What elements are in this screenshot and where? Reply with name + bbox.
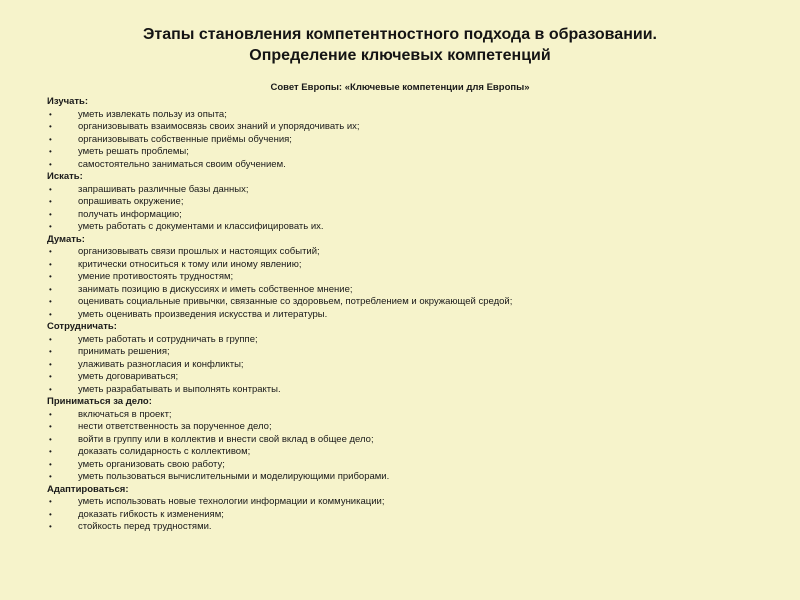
bullet-icon: • bbox=[49, 472, 52, 481]
list-item-text: опрашивать окружение; bbox=[78, 196, 184, 207]
section-heading: Искать: bbox=[47, 171, 83, 182]
bullet-icon: • bbox=[49, 347, 52, 356]
list-item bbox=[47, 359, 767, 372]
list-item bbox=[47, 121, 767, 134]
bullet-icon: • bbox=[49, 334, 52, 344]
bullet-icon: • bbox=[49, 147, 52, 156]
bullet-icon: • bbox=[49, 247, 52, 256]
list-item bbox=[47, 159, 767, 172]
list-item-text: получать информацию; bbox=[78, 208, 182, 220]
list-item bbox=[47, 521, 767, 534]
bullet-icon: • bbox=[49, 184, 52, 194]
list-item-text: уметь договариваться; bbox=[78, 371, 179, 382]
section-heading: Приниматься за дело: bbox=[47, 396, 152, 407]
list-item-text: уметь решать проблемы; bbox=[78, 146, 189, 157]
list-item bbox=[47, 271, 767, 284]
list-item-text: оценивать социальные привычки, связанные со здоровьем, потреблением и окружающей средой; bbox=[78, 296, 513, 307]
bullet-icon: • bbox=[49, 209, 52, 219]
list-item bbox=[47, 296, 767, 309]
list-item-text: запрашивать различные базы данных; bbox=[78, 183, 249, 195]
list-item bbox=[47, 471, 767, 484]
bullet-icon: • bbox=[49, 409, 52, 419]
bullet-icon: • bbox=[49, 259, 52, 269]
list-item-text: принимать решения; bbox=[78, 346, 170, 357]
list-item bbox=[47, 209, 767, 222]
slide-title bbox=[0, 24, 800, 66]
list-item-text: доказать гибкость к изменениям; bbox=[78, 508, 224, 520]
bullet-icon: • bbox=[49, 297, 52, 306]
list-item-text: уметь пользоваться вычислительными и моделирующими приборами. bbox=[78, 471, 390, 482]
list-item bbox=[47, 221, 767, 234]
bullet-icon: • bbox=[49, 109, 52, 119]
list-item-text: организовывать взаимосвязь своих знаний и упорядочивать их; bbox=[78, 121, 360, 132]
list-item-text: самостоятельно заниматься своим обучением. bbox=[78, 158, 286, 170]
list-item-text: критически относиться к тому или иному явлению; bbox=[78, 258, 302, 270]
bullet-icon: • bbox=[49, 384, 52, 394]
list-item bbox=[47, 371, 767, 384]
bullet-icon: • bbox=[49, 159, 52, 169]
list-item bbox=[47, 421, 767, 434]
list-item-text: организовывать собственные приёмы обучения; bbox=[78, 133, 292, 145]
bullet-icon: • bbox=[49, 434, 52, 444]
list-item bbox=[47, 446, 767, 459]
slide-title-line-2: Определение ключевых компетенций bbox=[249, 47, 551, 64]
bullet-icon: • bbox=[49, 134, 52, 144]
list-item bbox=[47, 109, 767, 122]
list-item-text: уметь оценивать произведения искусства и литературы. bbox=[78, 308, 328, 320]
list-item-text: уметь использовать новые технологии информации и коммуникации; bbox=[78, 496, 385, 507]
list-item-text: включаться в проект; bbox=[78, 408, 172, 420]
list-item-text: войти в группу или в коллектив и внести свой вклад в общее дело; bbox=[78, 433, 374, 445]
bullet-icon: • bbox=[49, 122, 52, 131]
bullet-icon: • bbox=[49, 447, 52, 456]
section-heading: Сотрудничать: bbox=[47, 321, 117, 332]
list-item-text: умение противостоять трудностям; bbox=[78, 271, 234, 282]
list-item bbox=[47, 259, 767, 272]
list-item bbox=[47, 384, 767, 397]
list-item bbox=[47, 309, 767, 322]
bullet-icon: • bbox=[49, 197, 52, 206]
competence-list bbox=[47, 96, 767, 534]
list-item-text: организовывать связи прошлых и настоящих событий; bbox=[78, 246, 320, 257]
section-heading: Изучать: bbox=[47, 96, 89, 107]
list-item bbox=[47, 509, 767, 522]
bullet-icon: • bbox=[49, 309, 52, 319]
list-item bbox=[47, 184, 767, 197]
bullet-icon: • bbox=[49, 509, 52, 519]
list-item bbox=[47, 246, 767, 259]
bullet-icon: • bbox=[49, 359, 52, 369]
list-item-text: уметь работать с документами и классифицировать их. bbox=[78, 221, 324, 232]
list-item bbox=[47, 146, 767, 159]
list-item-text: уметь разрабатывать и выполнять контракты. bbox=[78, 383, 281, 395]
bullet-icon: • bbox=[49, 522, 52, 531]
list-item bbox=[47, 334, 767, 347]
slide-subtitle: Совет Европы: «Ключевые компетенции для Европы» bbox=[270, 82, 530, 93]
list-item bbox=[47, 459, 767, 472]
bullet-icon: • bbox=[49, 284, 52, 294]
bullet-icon: • bbox=[49, 222, 52, 231]
bullet-icon: • bbox=[49, 497, 52, 506]
list-item bbox=[47, 409, 767, 422]
bullet-icon: • bbox=[49, 372, 52, 381]
list-item bbox=[47, 434, 767, 447]
section-heading: Адаптироваться: bbox=[47, 483, 129, 495]
list-item bbox=[47, 134, 767, 147]
list-item-text: нести ответственность за порученное дело; bbox=[78, 421, 272, 432]
bullet-icon: • bbox=[49, 272, 52, 281]
list-item bbox=[47, 346, 767, 359]
list-item-text: занимать позицию в дискуссиях и иметь собственное мнение; bbox=[78, 283, 353, 295]
section-heading: Думать: bbox=[47, 233, 85, 245]
list-item-text: улаживать разногласия и конфликты; bbox=[78, 358, 244, 370]
list-item-text: уметь извлекать пользу из опыта; bbox=[78, 108, 227, 120]
list-item-text: уметь организовать свою работу; bbox=[78, 458, 225, 470]
list-item bbox=[47, 284, 767, 297]
list-item bbox=[47, 496, 767, 509]
list-item bbox=[47, 196, 767, 209]
slide-title-line-1: Этапы становления компетентностного подхода в образовании. bbox=[143, 26, 657, 43]
bullet-icon: • bbox=[49, 422, 52, 431]
bullet-icon: • bbox=[49, 459, 52, 469]
list-item-text: уметь работать и сотрудничать в группе; bbox=[78, 333, 258, 345]
list-item-text: доказать солидарность с коллективом; bbox=[78, 446, 251, 457]
list-item-text: стойкость перед трудностями. bbox=[78, 521, 212, 532]
